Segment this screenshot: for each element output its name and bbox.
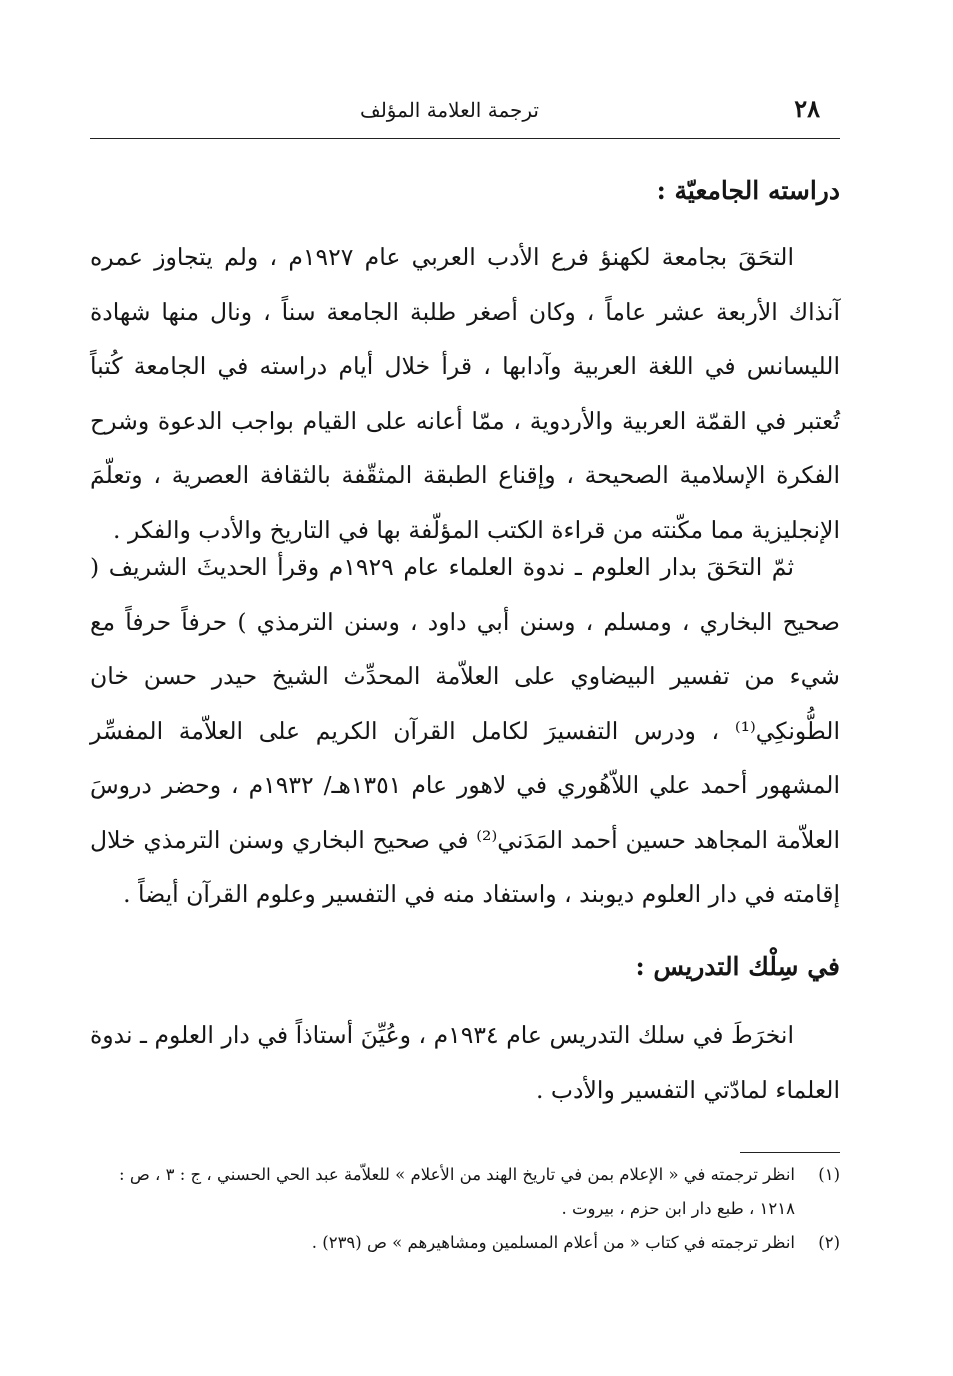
section-heading-teaching: في سِلْك التدريس :	[635, 952, 840, 981]
footnote-marker: (١)	[818, 1165, 840, 1184]
section-heading-university: دراسته الجامعيّة :	[656, 176, 840, 205]
footnote-rule	[740, 1152, 840, 1153]
footnote-marker: (٢)	[818, 1233, 840, 1252]
paragraph-teaching-1: انخرَطَ في سلك التدريس عام ١٩٣٤م ، وعُيِّنَ أستاذاً في دار العلوم ـ ندوة العلماء لمادّتي التفسير والأدب .	[90, 1021, 840, 1104]
running-title: ترجمة العلامة المؤلف	[360, 98, 539, 122]
book-page	[90, 90, 840, 1320]
paragraph-university-1: التحَقَ بجامعة لكهنؤ فرع الأدب العربي عام ١٩٢٧م ، ولم يتجاوز عمره آنذاك الأربعة عشر عاماً ، وكان أصغر طلبة الجامعة سناً ، ونال منها شهادة الليسانس في اللغة العربية وآدابها ، قرأ خلال أيام دراسته في الجامعة كُتباً تُعتبر في القمّة العربية والأردوية ، ممّا أعانه على القيام بواجب الدعوة وشرح الفكرة الإسلامية الصحيحة ، وإقناع الطبقة المثقّفة بالثقافة العصرية ، وتعلّمَ الإنجليزية مما مكّنته من قراءة الكتب المؤلّفة بها في التاريخ والأدب والفكر .	[90, 243, 840, 544]
footnote	[90, 1226, 840, 1260]
footnote-text: انظر ترجمته في كتاب « من أعلام المسلمين ومشاهيرهم » ص (٢٣٩) .	[311, 1233, 795, 1252]
footnotes	[90, 1158, 840, 1260]
header-rule	[90, 138, 840, 139]
page-number: ٢٨	[794, 94, 820, 123]
page-header	[90, 90, 840, 136]
footnote-text: انظر ترجمته في « الإعلام بمن في تاريخ الهند من الأعلام » للعلاّمة عبد الحي الحسني ، ج : ٣ ، ص : ١٢١٨ ، طبع دار ابن حزم ، بيروت .	[119, 1165, 795, 1218]
paragraph-university-2: ثمّ التحَقَ بدار العلوم ـ ندوة العلماء عام ١٩٢٩م وقرأ الحديثَ الشريف ( صحيح البخاري ، ومسلم ، وسنن أبي داود ، وسنن الترمذي ) حرفاً حرفاً مع شيء من تفسير البيضاوي على العلاّمة المحدِّث الشيخ حيدر حسن خان الطُّونكِي⁽¹⁾ ، ودرس التفسيرَ لكامل القرآن الكريم على العلاّمة المفسِّر المشهور أحمد علي اللاّهُوري في لاهور عام ١٣٥١هـ/ ١٩٣٢م ، وحضر دروسَ العلاّمة المجاهد حسين أحمد المَدَني⁽²⁾ في صحيح البخاري وسنن الترمذي خلال إقامته في دار العلوم ديوبند ، واستفاد منه في التفسير وعلوم القرآن أيضاً .	[90, 553, 840, 908]
footnote	[90, 1158, 840, 1226]
